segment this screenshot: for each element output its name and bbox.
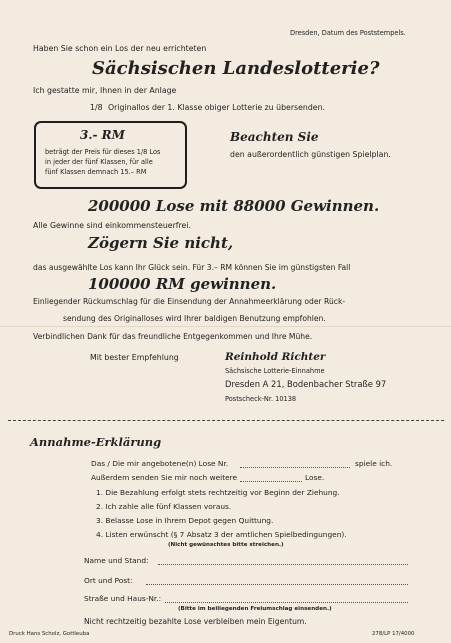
printer-credit: Druck Hans Scholz, Gottleuba bbox=[9, 631, 90, 637]
form-title: Annahme-Erklärung bbox=[30, 435, 162, 449]
tax-line: Alle Gewinne sind einkommensteuerfrei. bbox=[33, 221, 192, 230]
name-label: Name und Stand: bbox=[84, 556, 149, 565]
strike-note: (Nicht gewünschtes bitte streichen.) bbox=[168, 542, 284, 548]
name-field[interactable] bbox=[158, 564, 408, 565]
lose-nr-field[interactable] bbox=[240, 467, 350, 468]
price-value: 3.- RM bbox=[80, 128, 125, 142]
row-lose-nr-label: Das / Die mir angebotene(n) Lose Nr. bbox=[91, 459, 229, 468]
sender-company: Sächsische Lotterie-Einnahme bbox=[225, 367, 325, 375]
postcheck-number: Postscheck-Nr. 10138 bbox=[225, 395, 297, 403]
notice-heading: Beachten Sie bbox=[230, 130, 319, 144]
option-2[interactable]: 2. Ich zahle alle fünf Klassen voraus. bbox=[96, 502, 232, 511]
greeting: Mit bester Empfehlung bbox=[90, 353, 179, 362]
street-label: Straße und Haus-Nr.: bbox=[84, 594, 162, 603]
price-line-2: in jeder der fünf Klassen, für alle bbox=[45, 158, 153, 166]
price-line-1: beträgt der Preis für dieses 1/8 Los bbox=[45, 148, 161, 156]
price-box bbox=[34, 121, 187, 189]
row-weitere-label: Außerdem senden Sie mir noch weitere bbox=[91, 473, 238, 482]
row-lose-nr-suffix: spiele ich. bbox=[355, 459, 393, 468]
para-2: Verbindlichen Dank für das freundliche Entgegenkommen und Ihre Mühe. bbox=[33, 332, 313, 341]
intro-line: Haben Sie schon ein Los der neu errichteten bbox=[33, 44, 207, 53]
row-weitere-suffix: Lose. bbox=[305, 473, 325, 482]
print-code: 278/LP 17/4000 bbox=[372, 631, 415, 637]
notice-text: den außerordentlich günstigen Spielplan. bbox=[230, 150, 391, 159]
para-1b: sendung des Originalloses wird Ihrer baldigen Benutzung empfohlen. bbox=[63, 314, 326, 323]
option-3[interactable]: 3. Belasse Lose in Ihrem Depot gegen Quittung. bbox=[96, 516, 274, 525]
final-note: Nicht rechtzeitig bezahlte Lose verbleiben mein Eigentum. bbox=[84, 617, 307, 626]
stamp-note: (Bitte im beiliegenden Freiumschlag einsenden.) bbox=[178, 606, 332, 612]
headline-lose: 200000 Lose mit 88000 Gewinnen. bbox=[88, 197, 380, 215]
fold-line bbox=[0, 326, 451, 327]
cut-line bbox=[8, 420, 444, 421]
win-line: 100000 RM gewinnen. bbox=[88, 275, 277, 293]
place-date: Dresden, Datum des Poststempels. bbox=[290, 29, 406, 37]
street-field[interactable] bbox=[165, 602, 408, 603]
option-1[interactable]: 1. Die Bezahlung erfolgt stets rechtzeitig vor Beginn der Ziehung. bbox=[96, 488, 340, 497]
send-line: Originallos der 1. Klasse obiger Lotterie zu übersenden. bbox=[108, 103, 326, 112]
main-title: Sächsischen Landeslotterie? bbox=[92, 58, 380, 79]
weitere-lose-field[interactable] bbox=[240, 481, 302, 482]
sender-name: Reinhold Richter bbox=[225, 351, 326, 363]
city-field[interactable] bbox=[146, 584, 408, 585]
fraction: 1/8 bbox=[90, 103, 103, 112]
attach-line: Ich gestatte mir, Ihnen in der Anlage bbox=[33, 86, 177, 95]
option-4[interactable]: 4. Listen erwünscht (§ 7 Absatz 3 der amtlichen Spielbedingungen). bbox=[96, 530, 347, 539]
luck-line: das ausgewählte Los kann Ihr Glück sein. Für 3.– RM können Sie im günstigsten Fall bbox=[33, 263, 351, 272]
hesitate-line: Zögern Sie nicht, bbox=[88, 234, 234, 252]
sender-address: Dresden A 21, Bodenbacher Straße 97 bbox=[225, 379, 387, 389]
city-label: Ort und Post: bbox=[84, 576, 133, 585]
para-1a: Einliegender Rückumschlag für die Einsendung der Annahmeerklärung oder Rück- bbox=[33, 297, 346, 306]
price-line-3: fünf Klassen demnach 15.– RM bbox=[45, 168, 147, 176]
